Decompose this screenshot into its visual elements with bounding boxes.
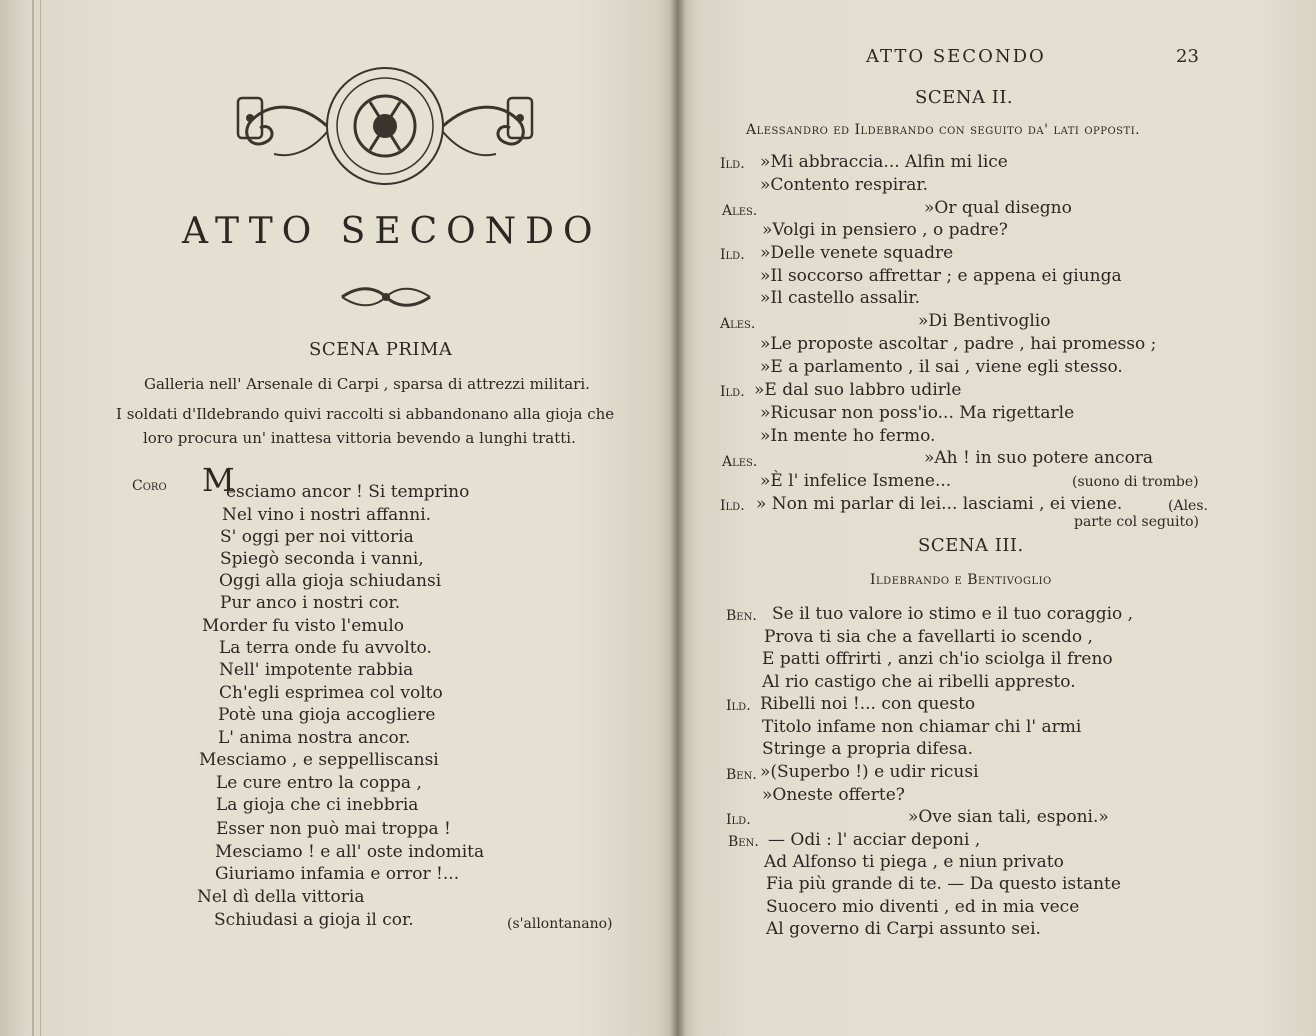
speaker-label: Ild.	[720, 247, 745, 263]
dialogue-line: »Il castello assalir.	[760, 288, 920, 308]
speaker-label: Coro	[132, 478, 167, 494]
verse-line: La terra onde fu avvolto.	[219, 638, 432, 658]
verse-line: Esser non può mai troppa !	[216, 819, 451, 839]
verse-line: Potè una gioja accogliere	[218, 705, 436, 725]
stage-direction: Galleria nell' Arsenale di Carpi , sparsa di attrezzi militari.	[144, 375, 590, 393]
dialogue-line: Ribelli noi !... con questo	[760, 694, 976, 714]
dialogue-line: Al rio castigo che ai ribelli appresto.	[762, 672, 1076, 692]
verse-line: Nell' impotente rabbia	[219, 660, 414, 680]
dialogue-line: » Non mi parlar di lei... lasciami , ei viene.	[756, 494, 1123, 514]
dialogue-line: Al governo di Carpi assunto sei.	[766, 919, 1041, 939]
speaker-label: Ben.	[726, 767, 757, 783]
speaker-label: Ild.	[720, 384, 745, 400]
verse-line: Nel dì della vittoria	[197, 887, 365, 907]
stage-direction: I soldati d'Ildebrando quivi raccolti si abbandonano alla gioja che	[116, 405, 615, 423]
right-page	[678, 0, 1316, 1036]
book-gutter	[670, 0, 686, 1036]
dialogue-line: »Il soccorso affrettar ; e appena ei giunga	[760, 266, 1122, 286]
verse-line: Le cure entro la coppa ,	[216, 773, 422, 793]
dialogue-line: Titolo infame non chiamar chi l' armi	[762, 717, 1082, 737]
speaker-label: Ild.	[726, 812, 751, 828]
scene-characters: Ildebrando e Bentivoglio	[870, 572, 1052, 588]
speaker-label: Ild.	[720, 156, 745, 172]
dialogue-line: »Oneste offerte?	[762, 785, 905, 805]
verse-line: Spiegò seconda i vanni,	[220, 549, 424, 569]
scene-title: SCENA II.	[915, 87, 1014, 108]
stage-direction: loro procura un' inattesa vittoria bevendo a lunghi tratti.	[143, 429, 576, 447]
speaker-label: Ales.	[722, 203, 758, 219]
page-edge	[40, 0, 41, 1036]
speaker-label: Ild.	[726, 698, 751, 714]
verse-line: S' oggi per noi vittoria	[220, 527, 414, 547]
dialogue-line: Prova ti sia che a favellarti io scendo ,	[764, 627, 1093, 647]
page-edge	[32, 0, 34, 1036]
dialogue-line: »Or qual disegno	[924, 198, 1072, 218]
verse-line: Giuriamo infamia e orror !...	[215, 864, 460, 884]
dialogue-line: »Ah ! in suo potere ancora	[924, 448, 1154, 468]
running-head: ATTO SECONDO	[866, 46, 1046, 67]
verse-line: Oggi alla gioja schiudansi	[219, 571, 442, 591]
speaker-label: Ild.	[720, 498, 745, 514]
dialogue-line: — Odi : l' acciar deponi ,	[768, 830, 981, 850]
verse-line: Ch'egli esprimea col volto	[219, 683, 443, 703]
speaker-label: Ales.	[720, 316, 756, 332]
scene-characters: Alessandro ed Ildebrando con seguito da' lati opposti.	[746, 122, 1141, 138]
stage-direction: parte col seguito)	[1074, 514, 1200, 530]
ornamental-headpiece-icon	[230, 62, 540, 190]
verse-line: Schiudasi a gioja il cor.	[214, 910, 414, 930]
speaker-label: Ben.	[726, 608, 757, 624]
dialogue-line: Suocero mio diventi , ed in mia vece	[766, 897, 1080, 917]
verse-line: Nel vino i nostri affanni.	[222, 505, 432, 525]
dialogue-line: Stringe a propria difesa.	[762, 739, 974, 759]
scene-title: SCENA III.	[918, 535, 1024, 556]
verse-line: L' anima nostra ancor.	[218, 728, 411, 748]
dialogue-line: »E a parlamento , il sai , viene egli stesso.	[760, 357, 1123, 377]
scene-title: SCENA PRIMA	[309, 339, 453, 360]
dialogue-line: »Volgi in pensiero , o padre?	[762, 220, 1008, 240]
stage-direction-exit: (s'allontanano)	[507, 916, 613, 932]
dialogue-line: »Le proposte ascoltar , padre , hai promesso ;	[760, 334, 1157, 354]
dialogue-line: »In mente ho fermo.	[760, 426, 936, 446]
dialogue-line: »È l' infelice Ismene...	[760, 471, 952, 491]
stage-direction: (suono di trombe)	[1072, 474, 1199, 490]
verse-line: Mesciamo ! e all' oste indomita	[215, 842, 485, 862]
fleuron-divider-icon	[338, 282, 434, 312]
verse-line: Mesciamo , e seppelliscansi	[199, 750, 439, 770]
dialogue-line: »(Superbo !) e udir ricusi	[760, 762, 979, 782]
dialogue-line: Fia più grande di te. — Da questo istante	[766, 874, 1121, 894]
dialogue-line: Ad Alfonso ti piega , e niun privato	[764, 852, 1064, 872]
dialogue-line: »Di Bentivoglio	[918, 311, 1051, 331]
act-title: ATTO SECONDO	[182, 211, 602, 252]
drop-cap: M	[202, 461, 235, 499]
page-number: 23	[1176, 46, 1199, 67]
verse-line: esciamo ancor ! Si temprino	[226, 482, 470, 502]
stage-direction: (Ales.	[1168, 498, 1208, 514]
dialogue-line: E patti offrirti , anzi ch'io sciolga il freno	[762, 649, 1113, 669]
dialogue-line: »Contento respirar.	[760, 175, 929, 195]
verse-line: Pur anco i nostri cor.	[220, 593, 401, 613]
verse-line: Morder fu visto l'emulo	[202, 616, 405, 636]
dialogue-line: »Delle venete squadre	[760, 243, 954, 263]
dialogue-line: Se il tuo valore io stimo e il tuo coraggio ,	[772, 604, 1134, 624]
speaker-label: Ben.	[728, 834, 759, 850]
verse-line: La gioja che ci inebbria	[216, 795, 419, 815]
dialogue-line: »Ricusar non poss'io... Ma rigettarle	[760, 403, 1075, 423]
dialogue-line: »Ove sian tali, esponi.»	[908, 807, 1109, 827]
speaker-label: Ales.	[722, 454, 758, 470]
dialogue-line: »E dal suo labbro udirle	[754, 380, 962, 400]
dialogue-line: »Mi abbraccia... Alfin mi lice	[760, 152, 1008, 172]
